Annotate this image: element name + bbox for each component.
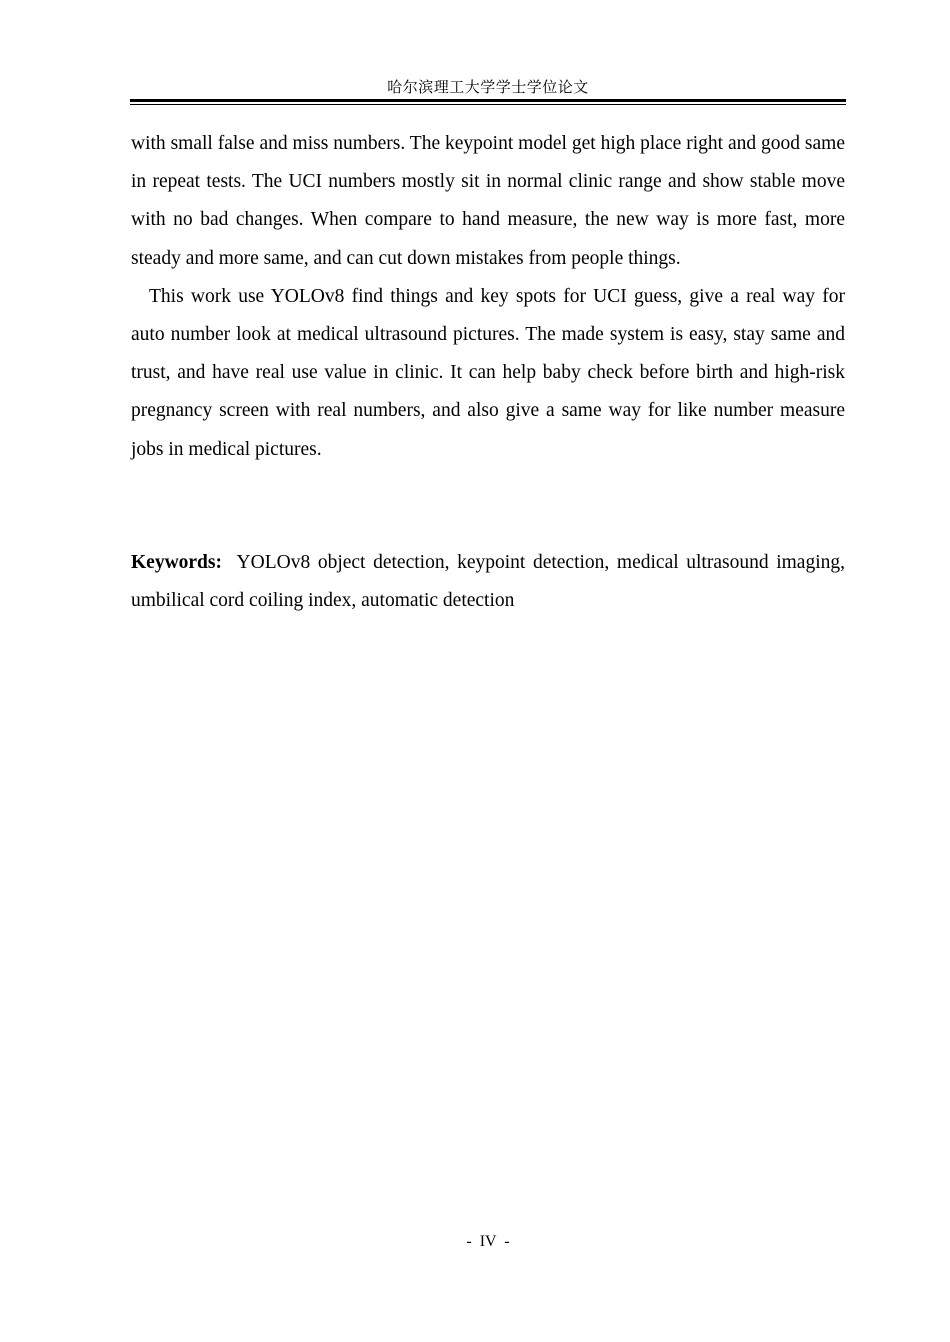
keywords-label: Keywords: xyxy=(131,552,222,573)
page-number: - IV - xyxy=(466,1233,510,1250)
abstract-paragraph-2: This work use YOLOv8 find things and key spots for UCI guess, give a real way for auto number look at medical ultrasound pictures. The made system is easy, stay same and trust, and have real use value in clinic. It can help baby check before birth and high-risk pregnancy screen with real numbers, and also give a same way for like number measure jobs in medical pictures. xyxy=(131,285,845,460)
abstract-body xyxy=(131,125,845,469)
header-rule-thin xyxy=(130,104,846,105)
abstract-paragraph-1: with small false and miss numbers. The keypoint model get high place right and good same in repeat tests. The UCI numbers mostly sit in normal clinic range and show stable move with no bad changes. When compare to hand measure, the new way is more fast, more steady and more same, and can cut down mistakes from people things. xyxy=(131,133,845,269)
running-header: 哈尔滨理工大学学士学位论文 xyxy=(387,80,589,96)
header-rule-thick xyxy=(130,99,846,102)
keywords-text: YOLOv8 object detection, keypoint detection, medical ultrasound imaging, umbilical cord coiling index, automatic detection xyxy=(131,552,846,612)
keywords-line xyxy=(131,544,845,620)
